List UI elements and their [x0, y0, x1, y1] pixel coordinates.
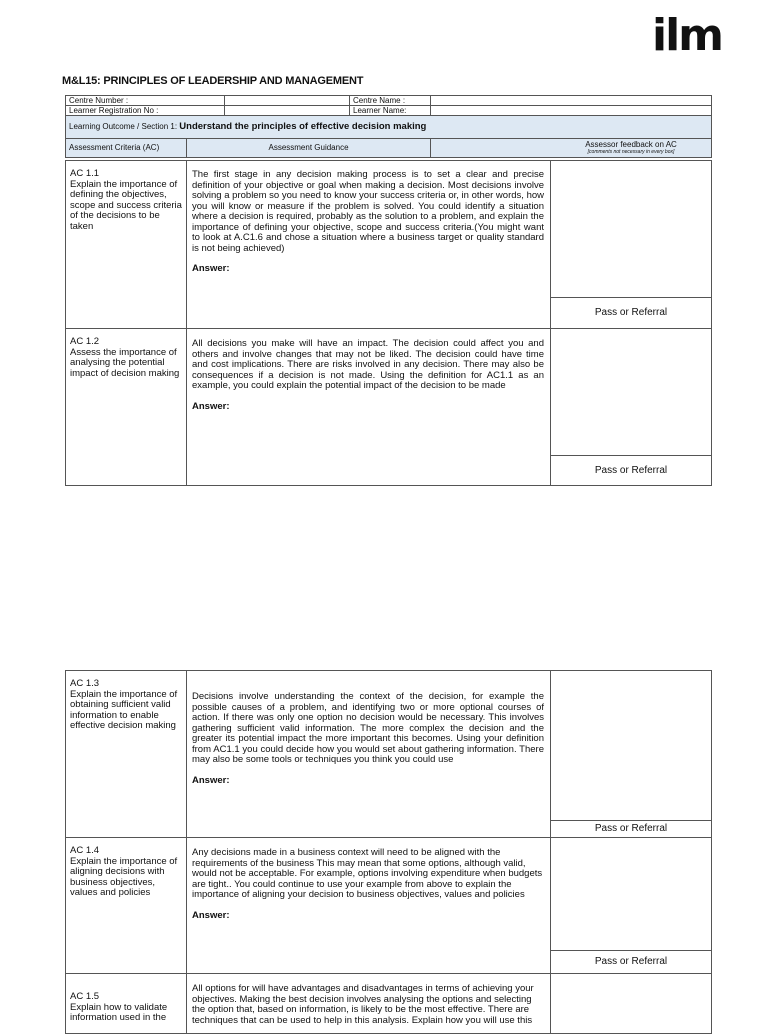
feedback-header-note: [comments not necessary in every box] [587, 149, 675, 155]
answer-label: Answer: [192, 263, 230, 274]
answer-label: Answer: [192, 909, 230, 921]
guidance-text: Any decisions made in a business context will need to be aligned with the requirements of the business This may mean that some options, although valid, would not be acceptable. For example, options involving expenditure when budgets are tight.. You could continue to use your example from above to explain the importance of aligning your decision to business objectives, values and policies [192, 847, 543, 900]
criteria-code: AC 1.3 [70, 678, 100, 689]
col-criteria-header: Assessment Criteria (AC) [66, 139, 187, 158]
criteria-cell [66, 671, 187, 838]
feedback-cell[interactable] [551, 838, 712, 974]
learning-outcome-title: Understand the principles of effective decision making [179, 121, 427, 132]
learning-outcome-prefix: Learning Outcome / Section 1: [69, 122, 178, 131]
criteria-code: AC 1.4 [70, 845, 100, 856]
guidance-cell[interactable] [187, 161, 551, 329]
table-row [66, 329, 712, 486]
criteria-description: Explain the importance of aligning decisions with business objectives, values and policies [70, 855, 178, 898]
guidance-cell[interactable] [187, 838, 551, 974]
table-row [66, 838, 712, 974]
criteria-code: AC 1.5 [70, 991, 100, 1002]
answer-label: Answer: [192, 774, 230, 786]
table-row [66, 974, 712, 1034]
feedback-cell[interactable] [551, 671, 712, 838]
ilm-logo: ilm [652, 10, 723, 61]
guidance-cell[interactable] [187, 329, 551, 486]
learner-details-table [65, 95, 712, 158]
criteria-table-page1 [65, 160, 712, 486]
table-row [66, 161, 712, 329]
col-guidance-header: Assessment Guidance [187, 139, 431, 158]
document-title: M&L15: PRINCIPLES OF LEADERSHIP AND MANAGEMENT [62, 75, 364, 87]
feedback-cell[interactable] [551, 974, 712, 1034]
guidance-text: All options for will have advantages and disadvantages in terms of achieving your objectives. Making the best decision involves analysing the options and selecting the option that, based on information, is likely to be the most effective. There are techniques that can be used to help in this analysis. Explain how you will use this [192, 983, 534, 1026]
feedback-header-label: Assessor feedback on AC [585, 140, 677, 149]
pass-referral-label[interactable]: Pass or Referral [551, 950, 711, 973]
table-row [66, 671, 712, 838]
feedback-cell[interactable] [551, 161, 712, 329]
learner-name-label: Learner Name: [350, 106, 431, 116]
criteria-cell [66, 329, 187, 486]
criteria-cell [66, 161, 187, 329]
guidance-text: The first stage in any decision making process is to set a clear and precise definition of your objective or goal when making a decision. Most decisions involve solving a problem so you need to know your success criteria or, in other words, how you will know or measure if the problem is solved. You could identify a situation where a decision is required, probably as the solution to a problem, and explain the importance of defining your objective, scope and success criteria.(You might want to look at A.C1.6 and chose a situation where a business target or quality standard is not being achieved) [192, 169, 544, 254]
criteria-table-page2 [65, 670, 712, 1034]
answer-label: Answer: [192, 400, 230, 412]
criteria-description: Explain the importance of obtaining sufficient valid information to enable effective decision making [70, 688, 178, 731]
criteria-description: Explain the importance of defining the objectives, scope and success criteria of the decisions to be taken [70, 178, 182, 232]
feedback-cell[interactable] [551, 329, 712, 486]
guidance-text: All decisions you make will have an impact. The decision could affect you and others and involve changes that may not be liked. The decision could have time and cost implications. There are risks involved in any decision. There may also be consequences if a decision is not made. Using the definition for AC1.1 as an example, you could explain the potential impact of the decision to be made [192, 338, 544, 391]
guidance-text: Decisions involve understanding the context of the decision, for example the possible causes of a problem, and identifying two or more optional courses of action. If there was only one option no decision would be necessary. This involves gathering sufficient valid information. The more complex the decision and the greater its potential impact the more important this becomes. Using your definition from AC1.1 you could decide how you would set about gathering information. There may also be some tools or techniques you think you could use [192, 691, 544, 765]
criteria-code: AC 1.2 [70, 336, 100, 347]
guidance-cell[interactable] [187, 974, 551, 1034]
criteria-cell [66, 838, 187, 974]
criteria-cell [66, 974, 187, 1034]
centre-number-field[interactable] [225, 96, 350, 106]
centre-number-label: Centre Number : [66, 96, 225, 106]
pass-referral-label[interactable]: Pass or Referral [551, 297, 711, 328]
centre-name-label: Centre Name : [350, 96, 431, 106]
pass-referral-label[interactable]: Pass or Referral [551, 455, 711, 485]
learner-name-field[interactable] [431, 106, 712, 116]
criteria-description: Explain how to validate information used in the [70, 1001, 168, 1023]
learning-outcome-row [66, 116, 712, 139]
guidance-cell[interactable] [187, 671, 551, 838]
learner-reg-label: Learner Registration No : [66, 106, 225, 116]
learner-reg-field[interactable] [225, 106, 350, 116]
pass-referral-label[interactable]: Pass or Referral [551, 820, 711, 837]
criteria-description: Assess the importance of analysing the potential impact of decision making [70, 346, 180, 379]
col-feedback-header [431, 139, 712, 158]
centre-name-field[interactable] [431, 96, 712, 106]
criteria-code: AC 1.1 [70, 168, 100, 179]
